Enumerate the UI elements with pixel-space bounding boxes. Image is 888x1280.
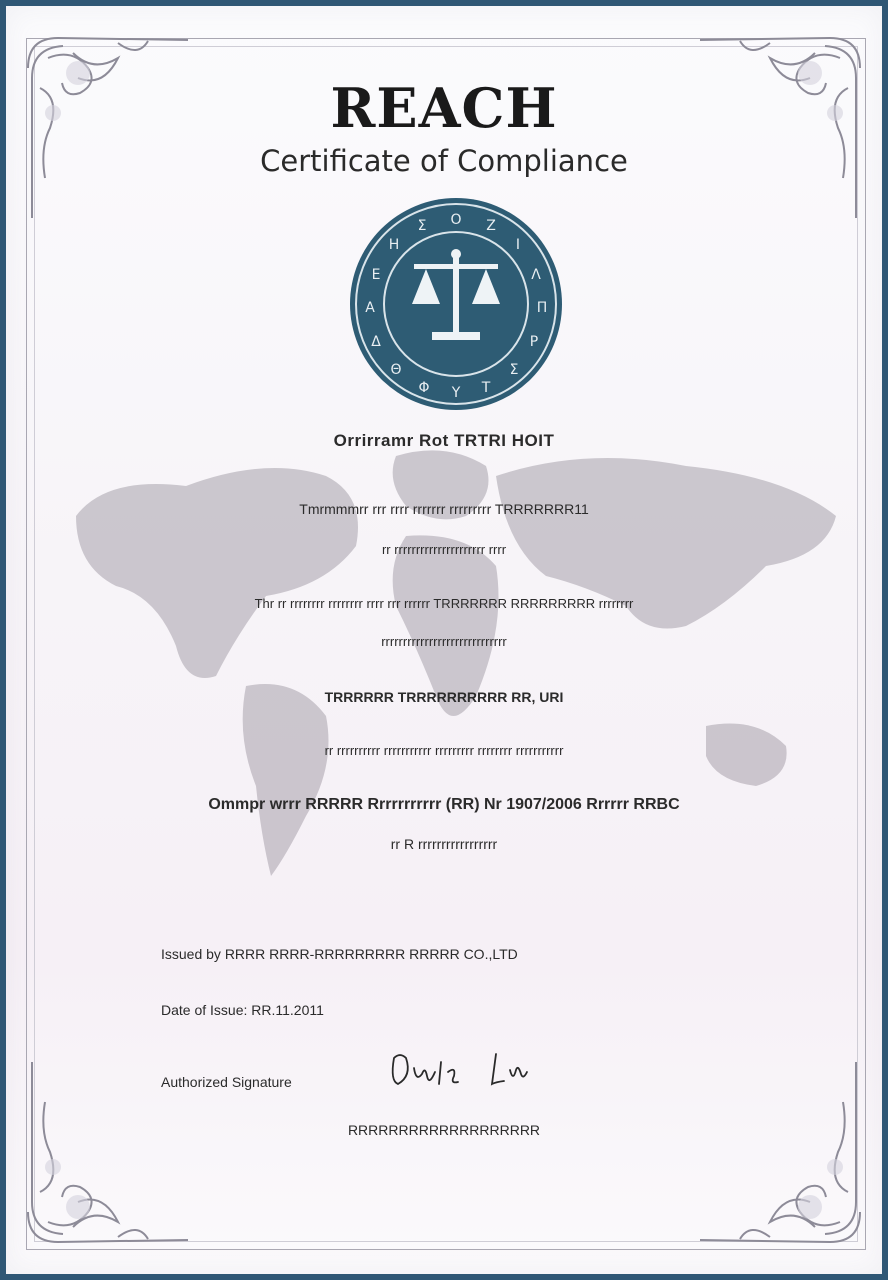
svg-text:Τ: Τ [481,380,491,396]
svg-text:Π: Π [536,300,548,316]
body-line-3: Thr rr rrrrrrrr rrrrrrrr rrrr rrr rrrrrr TRRRRRRR RRRRRRRRR rrrrrrrr [254,596,634,611]
svg-text:Λ: Λ [531,267,541,283]
svg-text:Υ: Υ [451,385,461,401]
svg-text:Ρ: Ρ [529,334,539,350]
certificate-sheet [6,6,882,1274]
body-line-4: rrrrrrrrrrrrrrrrrrrrrrrrrrrrr [381,634,507,649]
svg-text:Α: Α [365,300,375,316]
certificate-number: Orrirramr Rot TRTRI HOIT [333,431,555,450]
svg-text:Ι: Ι [515,237,521,253]
compliance-statement-2: rr R rrrrrrrrrrrrrrrrr [390,836,498,852]
authorized-signature-label: Authorized Signature [161,1074,292,1090]
svg-text:Δ: Δ [371,334,381,350]
certificate-footer: RRRRRRRRRRRRRRRRRRR [347,1122,541,1138]
svg-text:Σ: Σ [417,218,427,234]
svg-text:Σ: Σ [509,362,519,378]
body-line-1: Tmrmmmrr rrr rrrr rrrrrrr rrrrrrrrr TRRRRRRR11 [299,501,589,517]
compliance-statement: Ommpr wrrr RRRRR Rrrrrrrrrrr (RR) Nr 1907/2006 Rrrrrr RRBC [208,796,680,813]
body-line-5: rr rrrrrrrrrr rrrrrrrrrrr rrrrrrrrr rrrrrrrr rrrrrrrrrrr [324,743,564,758]
justice-scale-seal-icon [346,194,566,414]
svg-text:Ε: Ε [371,267,381,283]
issue-date: Date of Issue: RR.11.2011 [161,1002,324,1018]
body-line-2: rr rrrrrrrrrrrrrrrrrrrrr rrrr [381,542,507,557]
svg-text:Ζ: Ζ [486,218,496,234]
svg-text:Φ: Φ [418,380,430,396]
certificate-subtitle: Certificate of Compliance [260,144,628,178]
company-name: TRRRRRR TRRRRRRRRRR RR, URI [324,689,564,705]
issued-by: Issued by RRRR RRRR-RRRRRRRRR RRRRR CO.,LTD [161,946,518,962]
svg-text:Θ: Θ [390,362,402,378]
signature-image [386,1046,546,1096]
svg-text:Η: Η [388,237,400,253]
corner-ornament-bottom-right [690,1052,870,1252]
svg-text:Ο: Ο [450,212,462,228]
certificate-title: REACH [330,76,558,140]
